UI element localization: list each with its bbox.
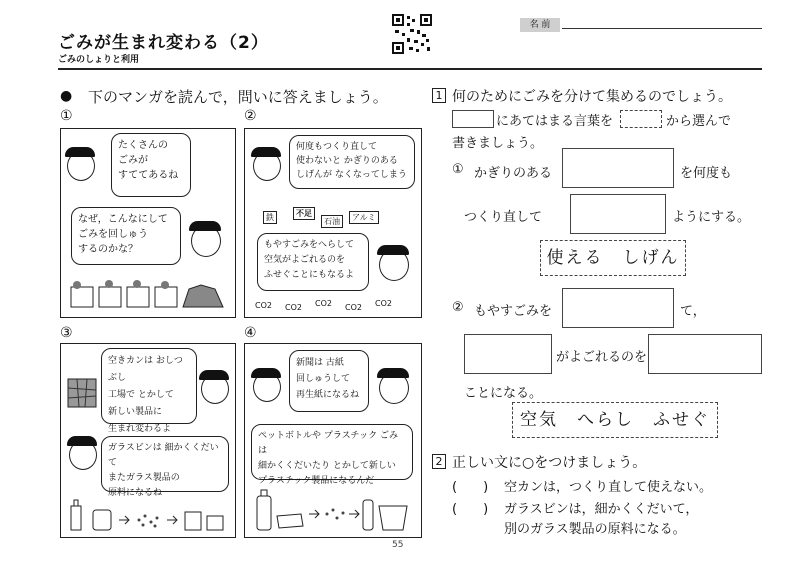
bubble-line: またガラス製品の — [108, 473, 180, 483]
question-text: もやすごみを — [474, 304, 553, 319]
bubble-line: 新聞は 古紙 — [296, 358, 344, 368]
speech-bubble — [251, 424, 413, 486]
resource-tag: アルミ — [349, 211, 379, 224]
speech-bubble — [289, 350, 369, 412]
bubble-line: 工場で とかして — [108, 390, 174, 400]
dashed-box-example — [620, 110, 662, 128]
answer-box-5[interactable] — [648, 334, 762, 374]
bubble-line: 新しい製品に — [108, 407, 163, 417]
garbage-bins-icon — [69, 279, 227, 309]
speech-bubble — [257, 233, 369, 291]
question-text: ことになる。 — [464, 386, 543, 401]
plastic-recycling-icon — [251, 486, 415, 532]
section-title: 何のためにごみを分けて集めるのでしょう。 — [452, 89, 732, 105]
answer-paren-1[interactable]: ( ) — [452, 480, 489, 495]
bubble-line: もやすごみをへらして — [264, 240, 355, 250]
bubble-line: 空気がよごれるのを — [264, 255, 346, 265]
boy-hair — [189, 221, 221, 231]
bubble-line: 生まれ変わるよ — [108, 424, 172, 434]
bubble-line: 使わないと かぎりのある — [296, 156, 398, 166]
bubble-line: ふせぐことにもなるよ — [264, 270, 355, 280]
answer-box-1[interactable] — [562, 148, 674, 188]
co2-label: CO2 — [345, 303, 362, 312]
question-text: を何度も — [680, 166, 733, 181]
boy-hair — [199, 370, 229, 380]
bubble-line: 原料になるね — [108, 488, 163, 498]
question-text: がよごれるのを — [556, 350, 648, 365]
statement-text: 別のガラス製品の原料になる。 — [504, 522, 686, 537]
comic-panel-2 — [244, 128, 422, 318]
speech-bubble — [101, 436, 229, 498]
comic-panel-4 — [244, 343, 422, 538]
header-divider — [58, 68, 762, 70]
question-number: ② — [452, 300, 464, 315]
name-line — [562, 28, 762, 29]
girl-hair — [65, 147, 95, 157]
statement-text: 空カンは，つくり直して使えない。 — [504, 480, 713, 495]
instruction-text: にあてはまる言葉を — [496, 114, 614, 129]
question-text: て， — [680, 304, 706, 319]
bubble-line: ペットボトルや プラスチック ごみは — [258, 431, 399, 456]
bubble-line: するのかな？ — [78, 244, 138, 255]
girl-hair — [377, 368, 409, 378]
blank-box-example — [452, 110, 494, 128]
bubble-line: すててあるね — [118, 170, 179, 181]
girl-hair — [251, 147, 281, 157]
qr-code-icon[interactable] — [392, 14, 432, 54]
instruction-text: 下のマンガを読んで，問いに答えましょう。 — [88, 88, 388, 106]
question-text: かぎりのある — [474, 166, 553, 181]
instruction-text: から選んで — [666, 114, 732, 129]
panel-number: ② — [244, 108, 257, 124]
co2-label: CO2 — [285, 303, 302, 312]
name-field[interactable] — [520, 16, 764, 38]
resource-tag: 不足 — [293, 207, 315, 220]
instruction-text: 書きましょう。 — [452, 136, 544, 151]
crushed-cans-icon — [67, 378, 97, 408]
boy-hair — [377, 245, 409, 255]
glass-recycling-icon — [67, 498, 231, 532]
section-title: 正しい文に○をつけましょう。 — [452, 455, 647, 471]
bubble-line: 何度もつくり直して — [296, 142, 378, 152]
girl-hair — [67, 436, 97, 446]
question-text: ようにする。 — [672, 210, 751, 225]
resource-tag: 石油 — [321, 215, 343, 228]
bullet-icon: ● — [60, 88, 73, 104]
answer-box-3[interactable] — [562, 288, 674, 328]
panel-number: ① — [60, 108, 73, 124]
comic-panel-3 — [60, 343, 236, 538]
speech-bubble — [71, 207, 181, 265]
bubble-line: プラスチック製品になるんだ — [258, 476, 375, 486]
page-title: ごみが生まれ変わる（2） — [58, 33, 269, 53]
bubble-line: たくさんの — [118, 140, 168, 151]
question-text: つくり直して — [464, 210, 543, 225]
co2-label: CO2 — [315, 299, 332, 308]
speech-bubble — [289, 135, 415, 189]
answer-box-2[interactable] — [570, 194, 666, 234]
word-choices-2: 空気 へらし ふせぐ — [512, 402, 718, 438]
bubble-line: ガラスビンは 細かくくだいて — [108, 443, 219, 468]
page-number: 55 — [392, 540, 404, 550]
section-number: 1 — [432, 88, 446, 103]
word-choices-1: 使える しげん — [540, 240, 686, 276]
co2-label: CO2 — [375, 299, 392, 308]
panel-number: ③ — [60, 325, 73, 341]
answer-paren-2[interactable]: ( ) — [452, 502, 489, 517]
comic-panel-1 — [60, 128, 236, 318]
bubble-line: なぜ，こんなにして — [78, 214, 168, 225]
panel-number: ④ — [244, 325, 257, 341]
speech-bubble — [111, 133, 191, 197]
section-number: 2 — [432, 454, 446, 469]
speech-bubble — [101, 348, 197, 434]
question-number: ① — [452, 162, 464, 177]
bubble-line: 空きカンは おしつぶし — [108, 356, 183, 383]
page-subtitle: ごみのしょりと利用 — [58, 55, 140, 65]
bubble-line: 回しゅうして — [296, 374, 351, 384]
answer-box-4[interactable] — [464, 334, 552, 374]
bubble-line: 細かくくだいたり とかして新しい — [258, 461, 396, 471]
bubble-line: 再生紙になるね — [296, 390, 360, 400]
statement-text: ガラスビンは，細かくくだいて， — [504, 502, 699, 517]
boy-hair — [251, 368, 281, 378]
resource-tag: 鉄 — [263, 211, 277, 224]
name-label: 名 前 — [520, 18, 560, 32]
co2-label: CO2 — [255, 301, 272, 310]
bubble-line: ごみが — [118, 155, 148, 166]
bubble-line: ごみを回しゅう — [78, 229, 148, 240]
bubble-line: しげんが なくなってしまう — [296, 170, 407, 180]
